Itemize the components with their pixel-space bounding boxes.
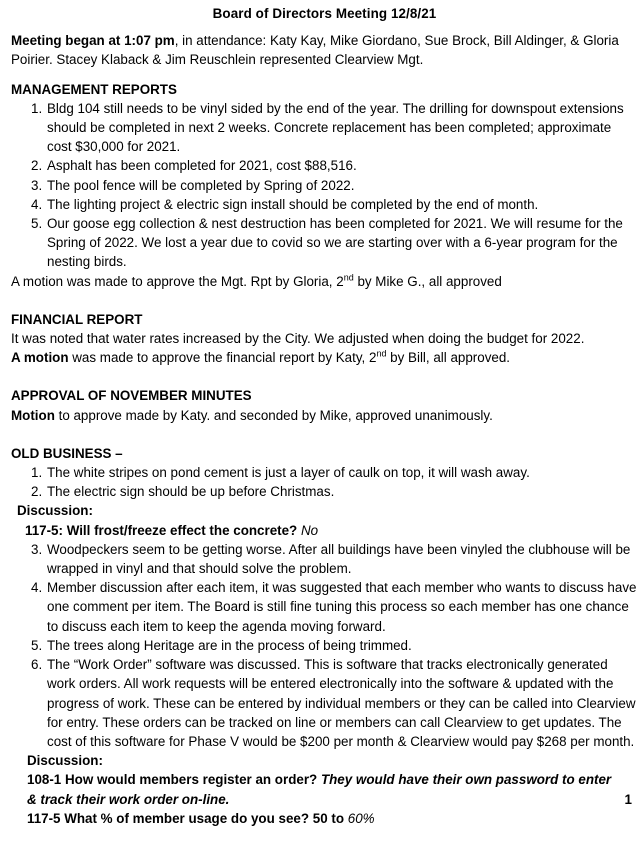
list-item bbox=[11, 99, 638, 157]
list-item bbox=[11, 176, 638, 195]
list-item-text: The electric sign should be up before Christmas. bbox=[47, 484, 335, 500]
list-item-text: The “Work Order” software was discussed. This is software that tracks electronically generated work orders. All work requests will be entered electronically into the software & updated with the progress of work. These can be entered by individual members or they can be called into Clearview for entry. These orders can be tracked on line or members can call Clearview to get updates. The cost of this software for Phase V would be $200 per month & Clearview would pay $268 per month. bbox=[47, 657, 636, 749]
list-item-text: Bldg 104 still needs to be vinyl sided by the end of the year. The drilling for downspout extensions should be completed in next 2 weeks. Concrete replacement has been completed; approximate cost $30,000 for 2021. bbox=[47, 100, 624, 155]
minutes-document bbox=[11, 4, 638, 828]
list-item-number: 4. bbox=[31, 196, 43, 212]
list-item-text: Woodpeckers seem to be getting worse. After all buildings have been vinyled the clubhouse will be wrapped in vinyl and that should solve the problem. bbox=[47, 541, 631, 577]
list-item-text: The lighting project & electric sign install should be completed by the end of month. bbox=[47, 196, 539, 212]
list-item bbox=[11, 195, 638, 214]
list-item bbox=[11, 655, 638, 751]
page-number: 1 bbox=[624, 791, 632, 807]
list-item bbox=[11, 540, 638, 578]
list-item-text: Member discussion after each item, it was suggested that each member who wants to discuss have one comment per item. The Board is still fine tuning this process so each member has one chance to discuss each item to keep the agenda moving forward. bbox=[47, 580, 637, 634]
financial-motion: A motion was made to approve the financial report by Katy, 2nd by Bill, all approved. bbox=[11, 348, 511, 366]
opening-paragraph bbox=[11, 31, 638, 69]
list-item bbox=[11, 578, 638, 636]
list-item-number: 4. bbox=[31, 580, 43, 596]
list-item bbox=[11, 482, 638, 501]
discussion-entry: 117-5: Will frost/freeze effect the concrete? No bbox=[25, 522, 319, 538]
old-business-list-b bbox=[11, 540, 638, 751]
discussion-entry: 108-1 How would members register an order? They would have their own password to enter & track their work order on-line. 1 bbox=[11, 770, 638, 808]
list-item-text: Our goose egg collection & nest destruction has been completed for 2021. We will resume for the Spring of 2022. We lost a year due to covid so we are starting over with a 6-year program for the nesting birds. bbox=[47, 216, 623, 270]
management-motion: A motion was made to approve the Mgt. Rpt by Gloria, 2nd by Mike G., all approved bbox=[11, 272, 502, 289]
management-list bbox=[11, 99, 638, 272]
list-item bbox=[11, 463, 638, 482]
list-item-number: 5. bbox=[31, 216, 43, 232]
list-item-text: The pool fence will be completed by Spring of 2022. bbox=[47, 177, 355, 193]
list-item-number: 2. bbox=[31, 484, 43, 500]
meeting-start-time: Meeting began at 1:07 pm bbox=[11, 33, 175, 49]
list-item bbox=[11, 156, 638, 175]
minutes-heading: APPROVAL OF NOVEMBER MINUTES bbox=[11, 388, 252, 404]
list-item-text: Asphalt has been completed for 2021, cost $88,516. bbox=[47, 158, 357, 174]
discussion-entry: 117-5 What % of member usage do you see? 50 to 60% bbox=[27, 810, 375, 826]
list-item-number: 1. bbox=[31, 465, 43, 481]
list-item-number: 2. bbox=[31, 158, 43, 174]
document-title: Board of Directors Meeting 12/8/21 bbox=[212, 6, 437, 21]
list-item-number: 1. bbox=[31, 100, 43, 116]
old-business-list-a bbox=[11, 463, 638, 501]
list-item bbox=[11, 636, 638, 655]
financial-note: It was noted that water rates increased by the City. We adjusted when doing the budget for 2022. bbox=[11, 331, 585, 347]
attendance-text: , in attendance: Katy Kay, Mike Giordano, Sue Brock, Bill Aldinger, & Gloria Poirier. Stacey Klaback & Jim Reuschlein represented Clearview Mgt. bbox=[11, 33, 619, 68]
financial-heading: FINANCIAL REPORT bbox=[11, 311, 143, 327]
list-item-number: 6. bbox=[31, 657, 43, 673]
list-item-text: The white stripes on pond cement is just a layer of caulk on top, it will wash away. bbox=[47, 465, 530, 481]
management-heading: MANAGEMENT REPORTS bbox=[11, 81, 177, 97]
list-item bbox=[11, 214, 638, 272]
list-item-number: 3. bbox=[31, 541, 43, 557]
discussion-label: Discussion: bbox=[17, 503, 93, 519]
list-item-number: 5. bbox=[31, 637, 43, 653]
minutes-motion: Motion to approve made by Katy. and seconded by Mike, approved unanimously. bbox=[11, 407, 493, 423]
list-item-number: 3. bbox=[31, 177, 43, 193]
old-business-heading: OLD BUSINESS – bbox=[11, 445, 123, 461]
discussion-label: Discussion: bbox=[27, 753, 103, 769]
list-item-text: The trees along Heritage are in the process of being trimmed. bbox=[47, 637, 412, 653]
